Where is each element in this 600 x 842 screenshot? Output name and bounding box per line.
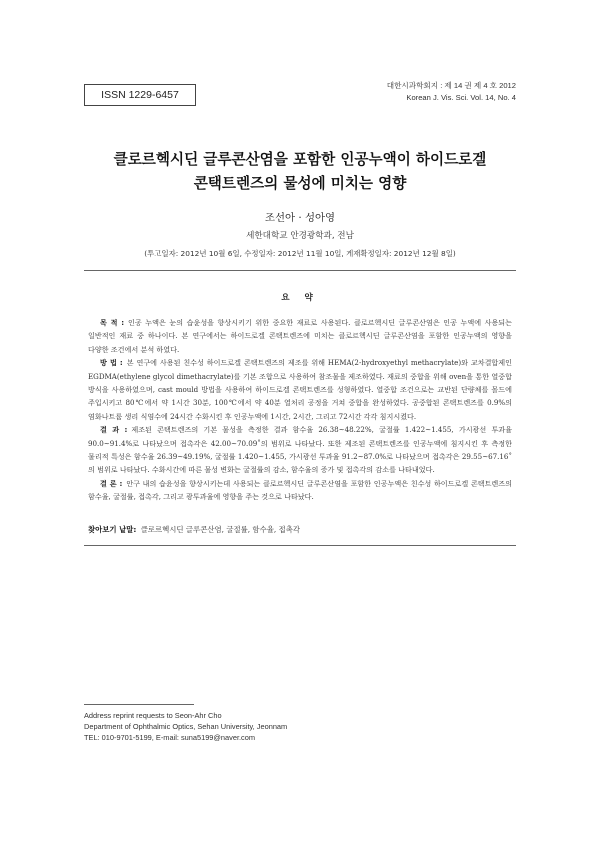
method-label: 방 법 : [100,358,123,368]
abstract-heading: 요 약 [281,293,319,303]
keywords-label: 찾아보기 낱말: [88,525,137,534]
issn-box [84,84,196,106]
paper-title [60,148,540,196]
paper-title-line-1: 클로르헥시딘 글루콘산염을 포함한 인공누액이 하이드로겔 [113,151,487,168]
conclusion-label: 결 론 : [100,478,123,488]
abstract-purpose [88,316,512,356]
abstract-body [88,316,512,504]
keywords-text: 클로르헥시딘 글루콘산염, 굴절률, 함수율, 접촉각 [140,525,300,534]
method-text: 본 연구에 사용된 친수성 하이드로겔 콘택트렌즈의 제조를 위해 HEMA(2-hydroxyethyl methacrylate)와 교차결합제인 EGDMA(ethylene glycol dimethacrylate)를 기본 조합으로 사용하여 참조물을 제조하였다. 재료의 중합을 위해 oven을 통한 열중합 방식을 사용하였으며, cast mould 방법을 사용하여 하이드로겔 콘택트렌즈를 성형하였다. 열중합 조건으로는 교반된 단량체를 몰드에 주입시키고 80℃에서 약 1시간 30분, 100℃에서 약 40분 열처리 공정을 거쳐 중합을 완성하였다. 공중합된 콘택트렌즈를 0.9%의 염화나트륨 생리 식염수에 24시간 수화시킨 후 인공누액에 1시간, 2시간, 그리고 72시간 각각 침지시켰다. [88,358,512,421]
divider-bottom [84,545,516,546]
abstract-result [88,423,512,477]
footnote-department: Department of Ophthalmic Optics, Sehan University, Jeonnam [84,722,288,732]
purpose-text: 인공 누액은 눈의 습윤성을 향상시키기 위한 중요한 재료로 사용된다. 클로르헥시딘 글루콘산염은 인공 누액에 사용되는 일반적인 재료 중 하나이다. 본 연구에서는 하이드로겔 콘택트렌즈에 미치는 클로르헥시딘 글루콘산염을 포함한 인공누액의 영향을 다양한 조건에서 분석 하였다. [88,318,513,354]
conclusion-text: 안구 내의 습윤성을 향상시키는데 사용되는 클로르헥시딘 글루콘산염을 포함한 인공누액은 친수성 하이드로겔 콘택트렌즈의 함수율, 굴절률, 접촉각, 그리고 광투과율에 영향을 주는 것으로 나타났다. [88,478,512,502]
issn-text: ISSN 1229-6457 [101,89,179,101]
footnote [84,710,287,744]
divider-top [84,270,516,271]
result-label: 결 과 : [100,425,128,435]
journal-info [387,80,516,104]
footnote-rule [84,704,194,705]
keywords [88,524,512,535]
result-text: 제조된 콘택트렌즈의 기본 물성을 측정한 결과 함수율 26.38~48.22%, 굴절률 1.422~1.455, 가시광선 투과율 90.0~91.4%로 나타났으며 접촉각은 42.00~70.09˚의 범위로 나타났다. 또한 제조된 콘택트렌즈를 인공누액에 침지시킨 후 측정한 물리적 특성은 함수율 26.39~49.19%, 굴절률 1.420~1.455, 가시광선 투과율 91.2~87.0%로 나타났으며 접촉각은 29.55~67.16˚의 범위로 나타났다. 수화시간에 따른 물성 변화는 굴절률의 감소, 함수율의 증가 및 접촉각의 감소를 나타내었다. [88,425,513,475]
journal-info-english: Korean J. Vis. Sci. Vol. 14, No. 4 [406,93,516,102]
journal-info-korean: 대한시과학회지 : 제 14 권 제 4 호 2012 [386,81,516,90]
footnote-reprint: Address reprint requests to Seon-Ahr Cho [84,711,222,720]
paper-title-line-2: 콘택트렌즈의 물성에 미치는 영향 [193,175,407,192]
submission-dates: (투고일자: 2012년 10월 6일, 수정일자: 2012년 11월 10일, 게재확정일자: 2012년 12월 8일) [144,249,456,258]
abstract-method [88,356,512,423]
purpose-label: 목 적 : [100,318,125,327]
affiliation: 세한대학교 안경광학과, 전남 [246,231,354,241]
footnote-contact: TEL: 010-9701-5199, E-mail: suna5199@naver.com [84,733,256,743]
abstract-conclusion [88,477,512,504]
authors: 조선아 · 성아영 [264,212,336,224]
